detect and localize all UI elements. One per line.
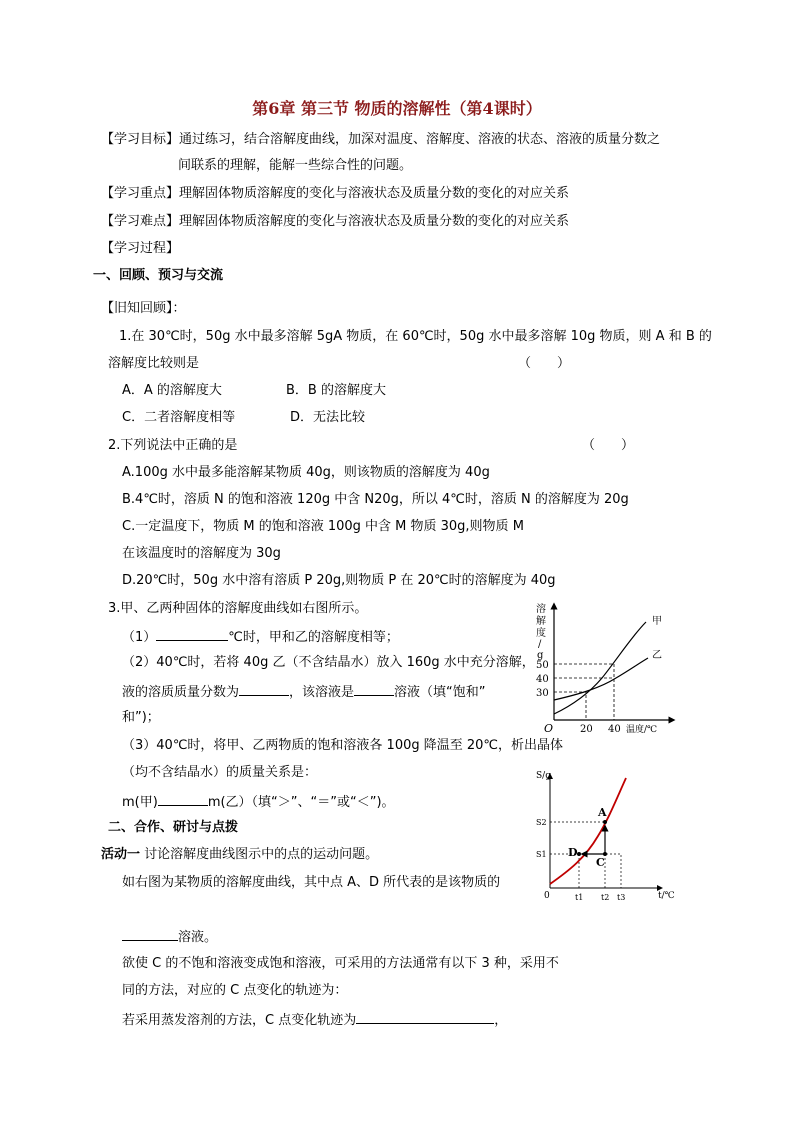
q1-option-b: B．B 的溶解度大 [286, 383, 386, 398]
activity-line2 [122, 928, 217, 946]
chart2-ytick-s2: S2 [536, 818, 547, 827]
q2-option-c-line1: C.一定温度下，物质 M 的饱和溶液 100g 中含 M 物质 30g,则物质 M [122, 519, 524, 534]
chart2-label-d: D [568, 846, 578, 859]
key-point [101, 186, 569, 202]
chart1-xtick-20: 20 [580, 724, 593, 735]
difficulty [101, 214, 569, 230]
q2-option-b: B.4℃时，溶质 N 的饱和溶液 120g 中含 N20g，所以 4℃时，溶质 N 的溶解度为 20g [122, 492, 629, 507]
chart2-guide-s1 [550, 854, 621, 888]
chart2-xtick-t1: t1 [575, 893, 584, 902]
chart2-ytick-s1: S1 [536, 850, 547, 859]
chart2-ylabel: S/g [536, 771, 551, 781]
chart1-ylabel-1: 溶 [536, 604, 546, 615]
activity-line3: 欲使 C 的不饱和溶液变成饱和溶液，可采用的方法通常有以下 3 种，采用不 [122, 956, 559, 971]
q3-part1 [122, 628, 399, 646]
chart2-label-a: A [598, 806, 607, 819]
page-title: 第6章 第三节 物质的溶解性（第4课时） [252, 99, 542, 118]
q3-part3-line1: （3）40℃时，将甲、乙两物质的饱和溶液各 100g 降温至 20℃，析出晶体 [122, 738, 564, 753]
q2-option-d: D.20℃时，50g 水中溶有溶质 P 20g,则物质 P 在 20℃时的溶解度为 40g [122, 573, 556, 588]
activity-label: 活动一 [101, 847, 141, 862]
chart2-origin: 0 [544, 891, 550, 901]
chart2-xtick-t3: t3 [617, 893, 626, 902]
q2-option-a: A.100g 水中最多能溶解某物质 40g，则该物质的溶解度为 40g [122, 465, 490, 480]
q3-part3-line2: （均不含结晶水）的质量关系是： [122, 765, 318, 780]
q3-part3-text-b: m(乙）（填“＞”、“＝”或“＜”)。 [207, 795, 395, 810]
q3-part1-text: ℃时，甲和乙的溶解度相等； [228, 630, 399, 645]
q2-answer-bracket: （ ） [582, 438, 635, 453]
section-1-heading: 一、回顾、预习与交流 [93, 268, 224, 283]
q3-stem: 3.甲、乙两种固体的溶解度曲线如右图所示。 [108, 601, 368, 616]
chart1-ytick-40: 40 [536, 674, 549, 685]
q3-part2-text-c: 溶液（填“饱和” [394, 685, 486, 700]
chart2-point-d [577, 852, 581, 856]
activity-line4: 同的方法，对应的 C 点变化的轨迹为： [122, 983, 348, 998]
chart1-origin: O [544, 722, 554, 735]
q3-part3-blank[interactable] [158, 793, 208, 806]
q1-option-d: D．无法比较 [290, 410, 366, 425]
difficulty-text: 理解固体物质溶解度的变化与溶液状态及质量分数的变化的对应关系 [179, 214, 570, 229]
objectives-line1 [101, 132, 660, 148]
chart1-ylabel-5: g [537, 650, 544, 661]
activity-line1: 如右图为某物质的溶解度曲线，其中点 A、D 所代表的是该物质的 [122, 875, 501, 890]
chart1-ylabel-3: 度 [536, 628, 546, 639]
chart2-curve [550, 778, 626, 884]
q3-part2-blank-state[interactable] [354, 683, 394, 696]
q1-line1: 1.在 30℃时，50g 水中最多溶解 5gA 物质，在 60℃时，50g 水中最多溶解 10g 物质，则 A 和 B 的 [119, 329, 712, 344]
q3-part2-line3: 和”)； [122, 710, 160, 725]
chart2-xtick-t2: t2 [601, 893, 610, 902]
objectives-label: 【学习目标】 [101, 132, 180, 147]
activity-blank-trajectory[interactable] [356, 1011, 494, 1024]
chart1-xtick-40: 40 [608, 724, 621, 735]
objectives-text: 通过练习，结合溶解度曲线，加深对温度、溶解度、溶液的状态、溶液的质量分数之 [179, 132, 661, 147]
q1-option-c: C．二者溶解度相等 [122, 410, 236, 425]
chart1-ytick-50: 50 [536, 660, 549, 671]
chart1-xlabel: 温度/℃ [626, 725, 658, 735]
q3-part1-blank[interactable] [156, 628, 228, 641]
objectives-line2: 间联系的理解，能解一些综合性的问题。 [178, 158, 413, 173]
process-label: 【学习过程】 [101, 241, 180, 256]
q1-option-a: A．A 的溶解度大 [122, 383, 222, 398]
solubility-chart-1 [530, 600, 680, 740]
q3-part2-blank-fraction[interactable] [239, 683, 289, 696]
q3-part2-text-a: 液的溶质质量分数为 [122, 685, 240, 700]
chart2-point-a [603, 820, 607, 824]
activity-blank-state[interactable] [122, 928, 178, 941]
activity-line [101, 847, 378, 863]
q3-part2-text-b: ，该溶液是 [289, 685, 355, 700]
activity-line5 [122, 1011, 507, 1029]
chart1-series-yi: 乙 [652, 650, 662, 661]
chart1-ylabel-2: 解 [536, 616, 546, 627]
section-2-heading: 二、合作、研讨与点拨 [108, 820, 239, 835]
q3-part2-line1: （2）40℃时，若将 40g 乙（不含结晶水）放入 160g 水中充分溶解， [122, 655, 535, 670]
chart2-xlabel: t/℃ [658, 891, 675, 901]
q3-part3-text-a: m(甲) [122, 795, 158, 810]
q3-part1-number: （1） [122, 630, 157, 645]
key-point-label: 【学习重点】 [101, 186, 180, 201]
solubility-chart-2 [530, 770, 680, 905]
chart1-ytick-30: 30 [536, 688, 549, 699]
review-label: 【旧知回顾】： [101, 301, 186, 316]
q1-line2: 溶解度比较则是 [108, 356, 200, 371]
q2-stem: 2.下列说法中正确的是 [108, 438, 238, 453]
chart1-series-jia: 甲 [652, 616, 662, 627]
activity-text: 讨论溶解度曲线图示中的点的运动问题。 [144, 847, 379, 862]
q2-option-c-line2: 在该温度时的溶解度为 30g [122, 546, 281, 561]
activity-line2-text: 溶液。 [178, 930, 218, 945]
q3-part3-line3 [122, 793, 395, 811]
q3-part2-line2 [122, 683, 486, 701]
chart2-label-c: C [596, 856, 605, 869]
activity-line5-end: ， [494, 1013, 508, 1028]
chart1-ylabel-4: / [538, 639, 542, 650]
activity-line5-text: 若采用蒸发溶剂的方法，C 点变化轨迹为 [122, 1013, 357, 1028]
difficulty-label: 【学习难点】 [101, 214, 180, 229]
q1-answer-bracket: （ ） [518, 356, 571, 371]
key-point-text: 理解固体物质溶解度的变化与溶液状态及质量分数的变化的对应关系 [179, 186, 570, 201]
